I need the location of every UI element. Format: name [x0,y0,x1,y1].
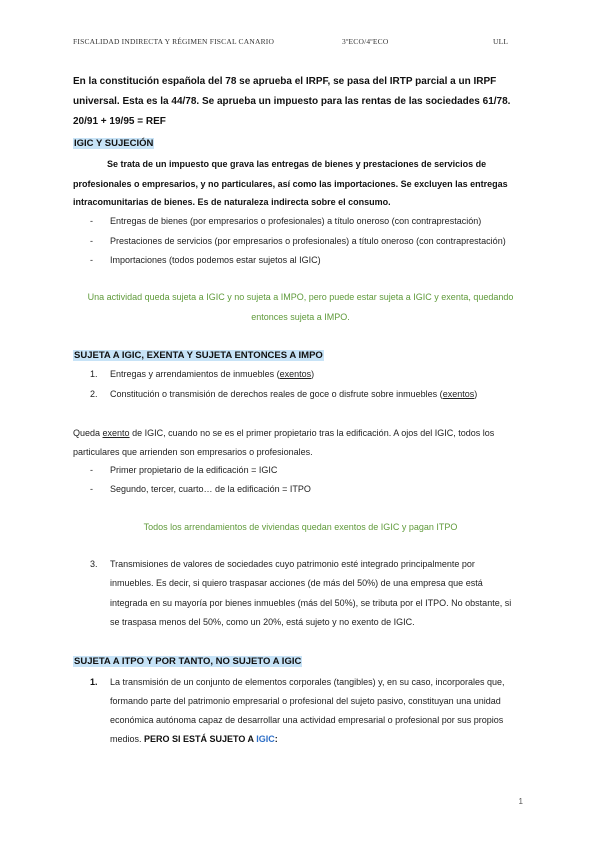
igic-def-line-2: profesionales o empresarios, y no particulares, así como las importaciones. Se excluyen las entregas [73,179,508,189]
header-course-code: 3ºECO/4ºECO [342,37,389,46]
exento-underlined: exento [102,428,130,438]
section-igic-title: IGIC Y SUJECIÓN [74,138,154,149]
exentos-underlined: exentos [279,369,312,379]
igic-def-line-3: intracomunitarias de bienes. Es de naturaleza indirecta sobre el consumo. [73,197,391,207]
owner-first: Primer propietario de la edificación = IGIC [110,465,278,475]
section-exenta-title: SUJETA A IGIC, EXENTA Y SUJETA ENTONCES A IMPO [74,350,323,361]
header-course-title: FISCALIDAD INDIRECTA Y RÉGIMEN FISCAL CANARIO [73,37,275,46]
exenta-item-2: Constitución o transmisión de derechos reales de goce o disfrute sobre inmuebles (exentos) [110,389,478,399]
itpo-item-1-line-2: formando parte del patrimonio empresarial o profesional del sujeto pasivo, constituyan una unidad [110,696,501,706]
igic-item-1: Entregas de bienes (por empresarios o profesionales) a título oneroso (con contraprestación) [110,216,482,226]
intro-line-3: 20/91 + 19/95 = REF [73,116,166,127]
exenta-item-1: Entregas y arrendamientos de inmuebles (exentos) [110,369,315,379]
section-itpo-heading [73,655,528,668]
page-number: 1 [518,797,523,806]
list-dash: - [90,216,93,226]
exenta-item-3-line-4: se traspasa menos del 50%, como un 20%, está sujeto y no exento de IGIC. [110,617,415,627]
exento-paragraph-line-1: Queda exento de IGIC, cuando no se es el primer propietario tras la edificación. A ojos del IGIC, todos los [73,428,495,438]
header-university: ULL [493,37,509,46]
intro-line-1: En la constitución española del 78 se aprueba el IRPF, se pasa del IRTP parcial a un IRPF [73,76,497,87]
section-itpo-title: SUJETA A ITPO Y POR TANTO, NO SUJETO A IGIC [74,656,302,667]
section-exenta-heading [73,349,528,362]
list-dash: - [90,236,93,246]
list-dash: - [90,484,93,494]
igic-highlight: IGIC [256,734,275,744]
igic-item-2: Prestaciones de servicios (por empresarios o profesionales) a título oneroso (con contraprestación) [110,236,506,246]
exenta-item-2-number: 2. [90,389,98,399]
exenta-item-3-number: 3. [90,559,98,569]
exenta-item-1-number: 1. [90,369,98,379]
intro-line-2: universal. Esta es la 44/78. Se aprueba un impuesto para las rentas de las sociedades 61/78. [73,96,511,107]
exenta-item-3-line-1: Transmisiones de valores de sociedades cuyo patrimonio esté integrado principalmente por [110,559,475,569]
itpo-item-1-line-1: La transmisión de un conjunto de elementos corporales (tangibles) y, en su caso, incorporales que, [110,677,505,687]
exento-paragraph-line-2: particulares que arrienden son empresarios o profesionales. [73,447,313,457]
igic-item-3: Importaciones (todos podemos estar sujetos al IGIC) [110,255,321,265]
igic-def-line-1: Se trata de un impuesto que grava las entregas de bienes y prestaciones de servicios de [107,159,487,169]
itpo-item-1-number: 1. [90,677,98,687]
itpo-item-1-line-3: económica autónoma capaz de desarrollar una actividad empresarial o profesional por sus propios [110,715,504,725]
list-dash: - [90,465,93,475]
exenta-item-3-line-3: integrada en su mayoría por bienes inmuebles (más del 50%), se tributa por el ITPO. No obstante, si [110,598,512,608]
exenta-item-3-line-2: inmuebles. Es decir, si quiero traspasar acciones (de más del 50%) de una empresa que está [110,578,483,588]
itpo-item-1-line-4: medios. PERO SI ESTÁ SUJETO A IGIC: [110,734,278,744]
igic-note-line-1: Una actividad queda sujeta a IGIC y no sujeta a IMPO, pero puede estar sujeta a IGIC y exenta, quedando [87,292,514,302]
owner-subsequent: Segundo, tercer, cuarto… de la edificación = ITPO [110,484,311,494]
arrendamientos-note: Todos los arrendamientos de viviendas quedan exentos de IGIC y pagan ITPO [143,522,458,532]
section-igic-heading [73,137,528,150]
pero-si-sujeto: PERO SI ESTÁ SUJETO A [144,734,257,744]
list-dash: - [90,255,93,265]
igic-note-line-2: entonces sujeta a IMPO. [251,312,350,322]
exentos-underlined: exentos [442,389,475,399]
